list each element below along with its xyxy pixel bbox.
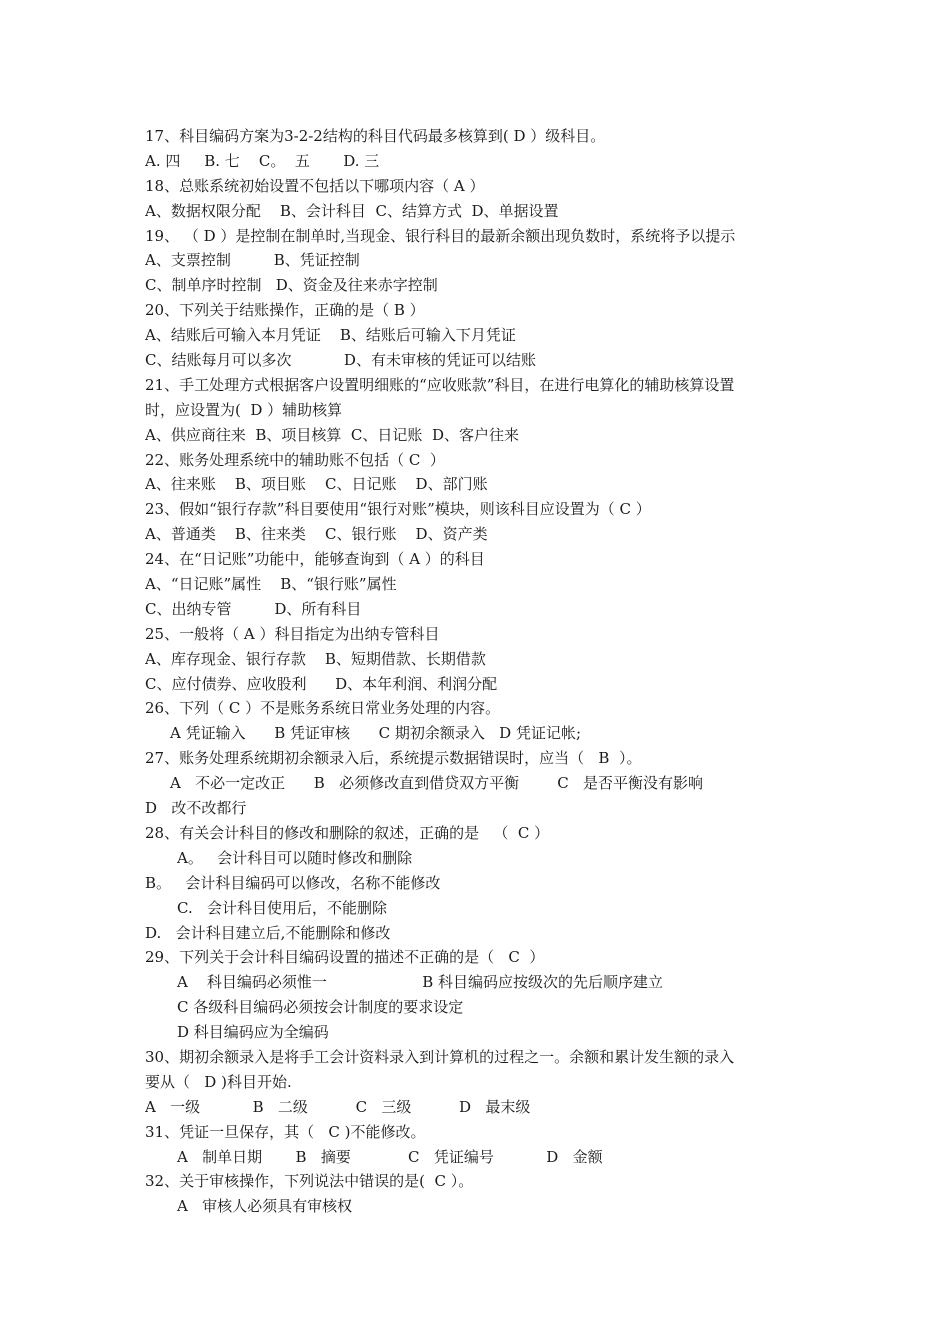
text-line: A 凭证输入 B 凭证审核 C 期初余额录入 D 凭证记帐; [170, 724, 582, 743]
text-line: D 改不改都行 [145, 799, 247, 818]
text-line: A 科目编码必须惟一 B 科目编码应按级次的先后顺序建立 [177, 973, 664, 992]
text-line: A、库存现金、银行存款 B、短期借款、长期借款 [145, 649, 486, 668]
text-line: 26、下列（ C ）不是账务系统日常业务处理的内容。 [145, 699, 501, 718]
text-line: A 制单日期 B 摘要 C 凭证编号 D 金额 [177, 1147, 603, 1166]
text-line: 17、科目编码方案为3-2-2结构的科目代码最多核算到( D ）级科目。 [145, 127, 606, 145]
text-line: C、结账每月可以多次 D、有未审核的凭证可以结账 [145, 351, 536, 370]
text-line: A 审核人必须具有审核权 [177, 1197, 353, 1216]
text-line: D. 会计科目建立后,不能删除和修改 [145, 923, 391, 942]
text-line: A 不必一定改正 B 必须修改直到借贷双方平衡 C 是否平衡没有影响 [170, 774, 704, 793]
text-line: 30、期初余额录入是将手工会计资料录入到计算机的过程之一。余额和累计发生额的录入 [145, 1047, 735, 1066]
text-line: 25、一般将（ A ）科目指定为出纳专管科目 [145, 624, 440, 643]
text-line: A、支票控制 B、凭证控制 [145, 251, 360, 270]
text-line: A、供应商往来 B、项目核算 C、日记账 D、客户往来 [145, 425, 519, 444]
text-line: 20、下列关于结账操作，正确的是（ B ） [145, 301, 425, 320]
text-line: 27、账务处理系统期初余额录入后，系统提示数据错误时，应当（ B ）。 [145, 749, 642, 768]
text-line: A、往来账 B、项目账 C、日记账 D、部门账 [145, 475, 488, 494]
question-list [145, 124, 825, 1219]
text-line: 22、账务处理系统中的辅助账不包括（ C ） [145, 450, 445, 469]
text-line: C. 会计科目使用后，不能删除 [177, 898, 388, 917]
text-line: A。 会计科目可以随时修改和删除 [177, 848, 413, 867]
text-line: 18、总账系统初始设置不包括以下哪项内容（ A ） [145, 176, 485, 195]
text-line: 19、 （ D ）是控制在制单时,当现金、银行科目的最新余额出现负数时，系统将予以提示 [145, 226, 736, 245]
text-line: 32、关于审核操作，下列说法中错误的是( C ）。 [145, 1172, 474, 1191]
text-line: C、应付债券、应收股利 D、本年利润、利润分配 [145, 674, 498, 693]
text-line: B。 会计科目编码可以修改，名称不能修改 [145, 873, 441, 892]
text-line: A 一级 B 二级 C 三级 D 最末级 [145, 1097, 531, 1116]
text-line: 31、凭证一旦保存，其（ C )不能修改。 [145, 1122, 426, 1141]
text-line: C、制单序时控制 D、资金及往来赤字控制 [145, 276, 438, 295]
text-line: C 各级科目编码必须按会计制度的要求设定 [177, 998, 464, 1017]
text-line: A、数据权限分配 B、会计科目 C、结算方式 D、单据设置 [145, 201, 559, 220]
text-line: D 科目编码应为全编码 [177, 1023, 329, 1042]
text-line: A、结账后可输入本月凭证 B、结账后可输入下月凭证 [145, 326, 516, 345]
text-line: 28、有关会计科目的修改和删除的叙述，正确的是 （ C ） [145, 823, 550, 842]
text-line: 21、手工处理方式根据客户设置明细账的“应收账款”科目，在进行电算化的辅助核算设置 [145, 375, 735, 394]
text-line: 要从（ D )科目开始. [145, 1072, 292, 1091]
text-line: 时，应设置为( D ）辅助核算 [145, 400, 343, 419]
text-line: A、“日记账”属性 B、“银行账”属性 [145, 575, 397, 594]
text-line: 24、在“日记账”功能中，能够查询到（ A ）的科目 [145, 550, 485, 569]
text-line: 23、假如“银行存款”科目要使用“银行对账”模块，则该科目应设置为（ C ） [145, 500, 651, 519]
text-line: C、出纳专管 D、所有科目 [145, 599, 362, 618]
text-line: A. 四 B. 七 C。 五 D. 三 [145, 151, 380, 170]
text-line: 29、下列关于会计科目编码设置的描述不正确的是（ C ） [145, 948, 545, 967]
text-line: A、普通类 B、往来类 C、银行账 D、资产类 [145, 525, 488, 544]
